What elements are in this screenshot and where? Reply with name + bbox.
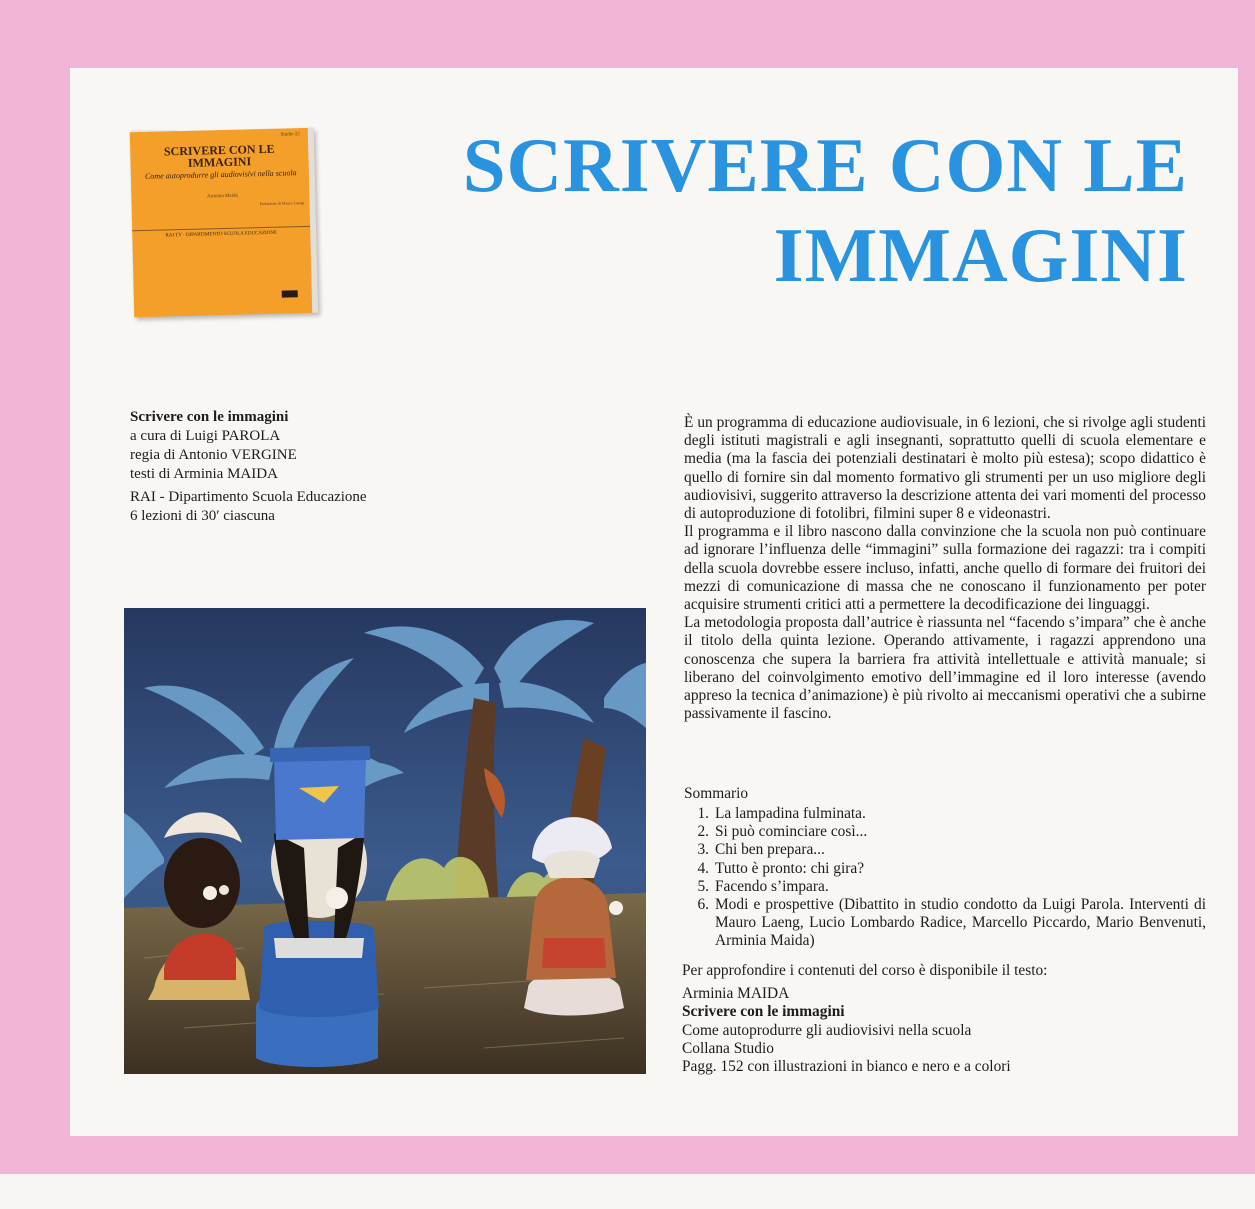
bibliography [682,962,1212,1076]
puppet-scene-photo [124,608,646,1074]
program-credits [130,408,490,526]
list-item-number: 2. [697,823,709,841]
list-item [688,841,1206,859]
description-paragraph-3: La metodologia proposta dall’autrice è riassunta nel “facendo s’impara” che è anche il titolo della quinta lezione. Operando attivamente, i ragazzi apprendono una conoscenza che supera la barriera fra attività intellettuale e attività manuale; si liberano del coinvolgimento emotivo dell’immagine ed il loro interesse (avendo appreso la tecnica d’animazione) è più rivolto ai meccanismi operativi che a subirne passivamente il fascino. [684,614,1206,723]
list-item-number: 1. [697,805,709,822]
description-paragraph-2: Il programma e il libro nascono dalla convinzione che la scuola non può continuare ad ignorare l’influenza delle “immagini” sulla formazione dei ragazzi: tra i compiti della scuola dovrebbe essere incluso, infatti, anche quello di formare dei fruitori dei mezzi di comunicazione di massa che ne conoscano il funzionamento per poter acquisire strumenti critici atti a permettere la decodificazione dei linguaggi. [684,523,1206,614]
right-pink-edge [1238,0,1255,1174]
bibliography-subtitle: Come autoprodurre gli audiovisivi nella scuola [682,1021,972,1039]
list-item [688,860,1206,878]
page-title: SCRIVERE CON LE IMMAGINI [462,122,1188,298]
list-item-text: Si può cominciare così... [715,823,868,841]
book-cover-preface: Prefazione di Mauro Laeng [259,200,304,207]
credits-curator: a cura di Luigi PAROLA [130,428,281,444]
list-item [688,805,1206,823]
bottom-paper-edge [0,1174,1255,1209]
bibliography-intro: Per approfondire i contenuti del corso è disponibile il testo: [682,962,1048,979]
sommario-list [688,805,1206,951]
book-cover-title: SCRIVERE CON LE IMMAGINI [163,141,275,170]
sommario-heading: Sommario [684,785,749,802]
bibliography-pages: Pagg. 152 con illustrazioni in bianco e nero e a colori [682,1058,1011,1076]
list-item-text: Modi e prospettive (Dibattito in studio condotto da Luigi Parola. Interventi di Mauro Laeng, Lucio Lombardo Radice, Marcello Piccardo, Mario Benvenuti, Arminia Maida) [715,896,1206,950]
list-item-text: Tutto è pronto: chi gira? [715,859,865,877]
credits-title: Scrivere con le immagini [130,409,289,425]
list-item-number: 3. [697,841,709,859]
page-sheet [70,68,1238,1136]
list-item [688,896,1206,951]
program-description [684,414,1206,723]
bibliography-series: Collana Studio [682,1039,774,1057]
book-cover [130,128,318,317]
bottom-pink-strip [0,1136,1255,1174]
book-cover-subtitle: Come autoprodurre gli audiovisivi nella scuola [144,168,297,181]
list-item [688,878,1206,896]
list-item-number: 6. [697,896,709,914]
credits-producer: RAI - Dipartimento Scuola Educazione [130,489,367,505]
credits-texts: testi di Arminia MAIDA [130,466,278,482]
puppet-scene-illustration [124,608,646,1074]
description-paragraph-1: È un programma di educazione audiovisuale, in 6 lezioni, che si rivolge agli studenti degli istituti magistrali e agli insegnanti, soprattutto quelli di scuola elementare e media (ma la fascia dei potenziali destinatari è molto più estesa); scopo didattico è quello di fornire sin dal momento formativo gli strumenti per un uso migliore degli audiovisivi, suggerito attraverso la descrizione attenta dei vari momenti del processo di autoproduzione di fotolibri, filmini super 8 e videonastri. [684,414,1206,523]
list-item-text: Facendo s’impara. [715,877,829,895]
publisher-logo [282,290,298,297]
bibliography-title: Scrivere con le immagini [682,1003,845,1021]
book-cover-author: Arminia Maida [206,193,238,200]
list-item-text: La lampadina fulminata. [715,805,866,822]
list-item-number: 5. [697,877,709,895]
bibliography-author: Arminia MAIDA [682,985,790,1003]
credits-lessons: 6 lezioni di 30′ ciascuna [130,508,275,524]
credits-director: regia di Antonio VERGINE [130,447,297,463]
book-series-label: Studio 22 [280,132,300,138]
list-item [688,823,1206,841]
list-item-text: Chi ben prepara... [715,841,825,859]
book-cover-publisher: RAI TV · DIPARTIMENTO SCUOLA EDUCAZIONE [165,230,278,239]
list-item-number: 4. [697,859,709,877]
